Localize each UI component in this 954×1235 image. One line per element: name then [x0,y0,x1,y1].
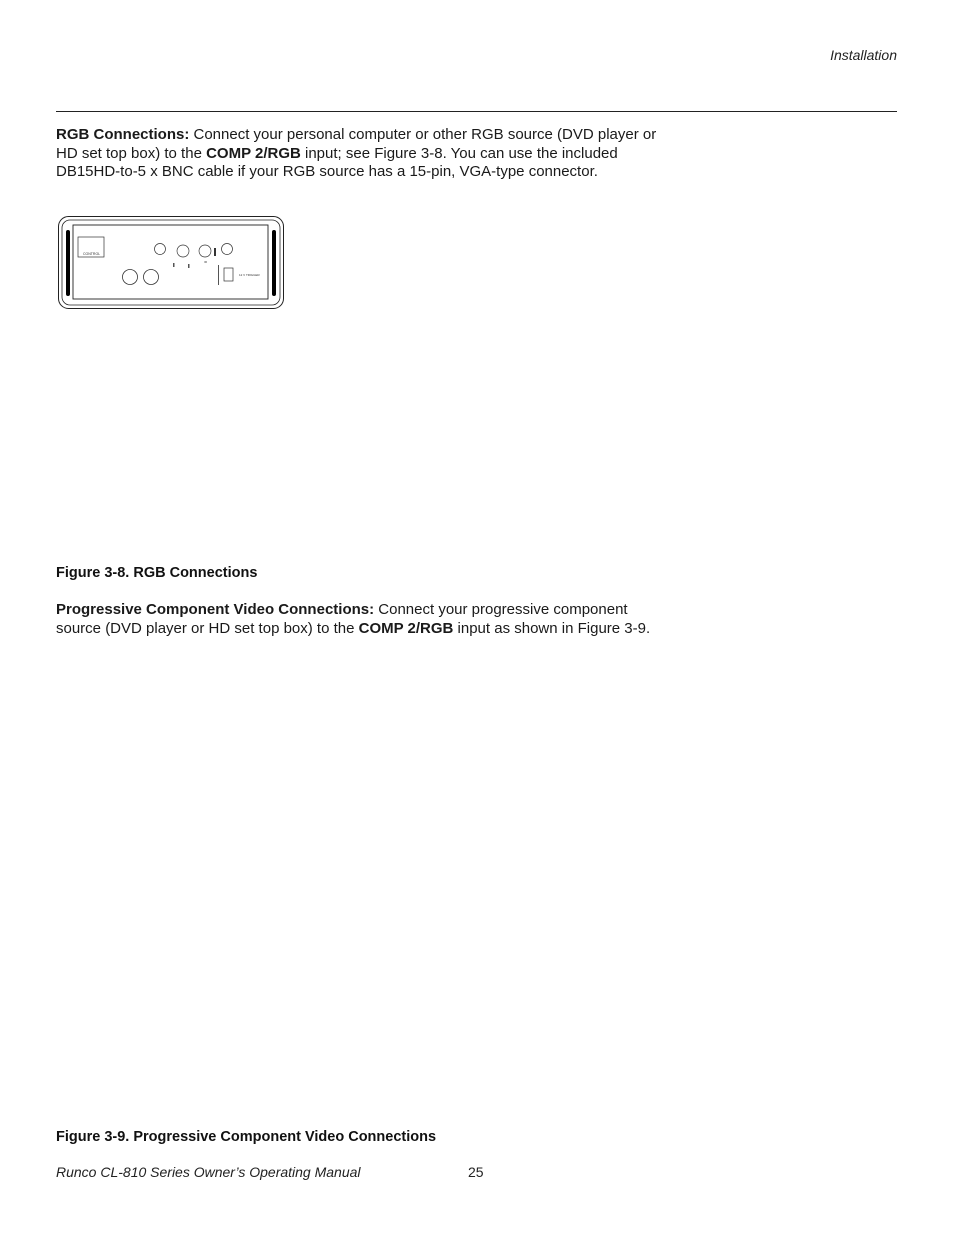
ir-label: IR [204,260,207,264]
figure-3-9-caption: Figure 3-9. Progressive Component Video Connections [56,1129,437,1145]
figure-3-8-caption: Figure 3-8. RGB Connections [56,565,258,581]
rgb-connections-lead: RGB Connections: [56,126,190,143]
rear-panel-illustration [58,216,284,309]
switch-mark [214,248,216,256]
rear-panel-figure [58,216,284,309]
rgb-text-2: input; see Figure 3-8. You can use the included DB15HD-to-5 x BNC cable if your RGB source has a 15-pin, VGA-type connector. [56,144,618,181]
rgb-text-1: Connect your personal computer or other RGB source (DVD player or HD set top box) to the [56,126,657,162]
trigger-label: 12 V TRIGGER [239,273,260,277]
running-head: Installation [830,47,897,63]
indicator-mark [173,263,175,267]
panel-outer-frame [59,217,284,309]
indicator-mark [188,264,190,268]
page-number: 25 [468,1164,484,1180]
rgb-input-name: COMP 2/RGB [206,144,301,162]
progressive-lead: Progressive Component Video Connections: [56,601,375,618]
progressive-input-name: COMP 2/RGB [358,619,454,637]
footer-manual-title: Runco CL-810 Series Owner’s Operating Manual [56,1164,361,1180]
header-rule [56,111,897,112]
rgb-connections-paragraph [56,126,676,182]
control-label: CONTROL [83,252,101,256]
vertical-label-mark [218,265,219,285]
progressive-text-2: input as shown in Figure 3-9. [453,619,651,637]
progressive-text-1: Connect your progressive component source (DVD player or HD set top box) to the [56,601,628,637]
progressive-connections-paragraph [56,601,676,638]
